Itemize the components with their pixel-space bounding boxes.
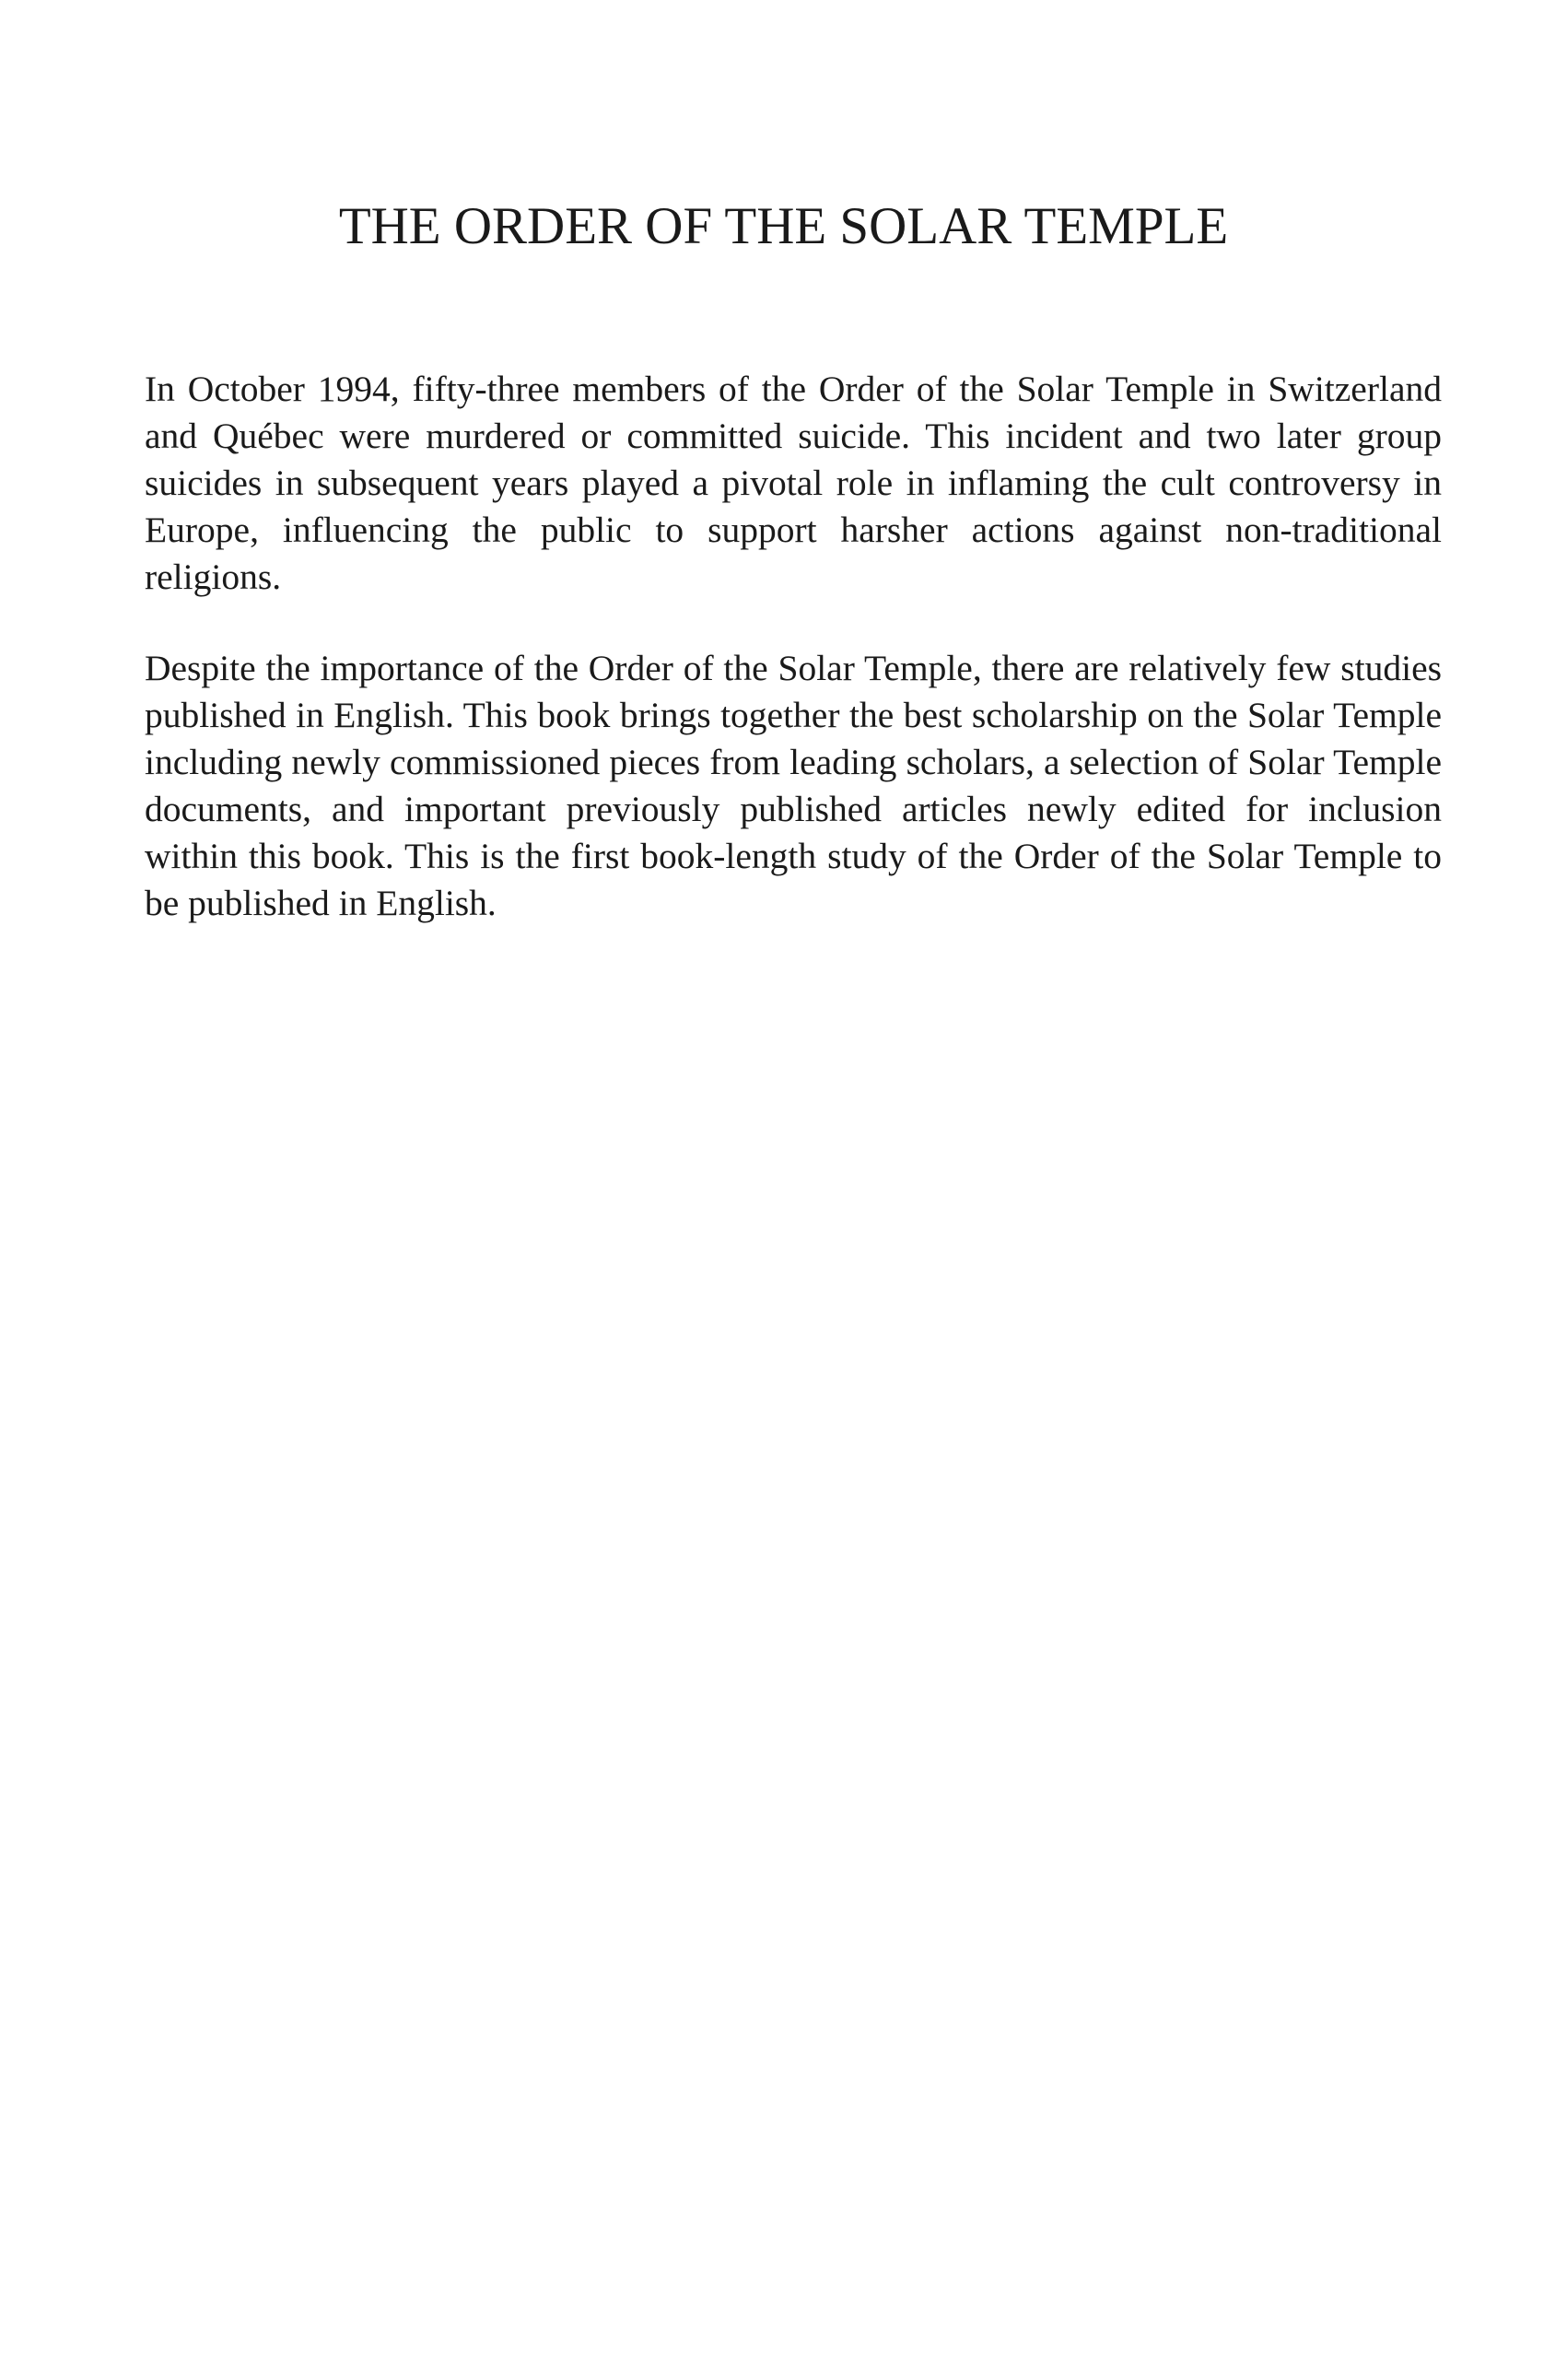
paragraph-2: Despite the importance of the Order of the Solar Temple, there are relatively few studies published in English. This book brings together the best scholarship on the Solar Temple including newly commissioned pieces from leading scholars, a selection of Solar Temple documents, and important previously published articles newly edited for inclusion within this book. This is the first book-length study of the Order of the Solar Temple to be published in English. bbox=[145, 648, 1442, 923]
page-title: THE ORDER OF THE SOLAR TEMPLE bbox=[338, 197, 1229, 255]
paragraph-1: In October 1994, fifty-three members of the Order of the Solar Temple in Switzerland and Québec were murdered or committed suicide. This incident and two later group suicides in subsequent years played a pivotal role in inflaming the cult controversy in Europe, influencing the public to support harsher actions against non-traditional religions. bbox=[145, 369, 1442, 597]
